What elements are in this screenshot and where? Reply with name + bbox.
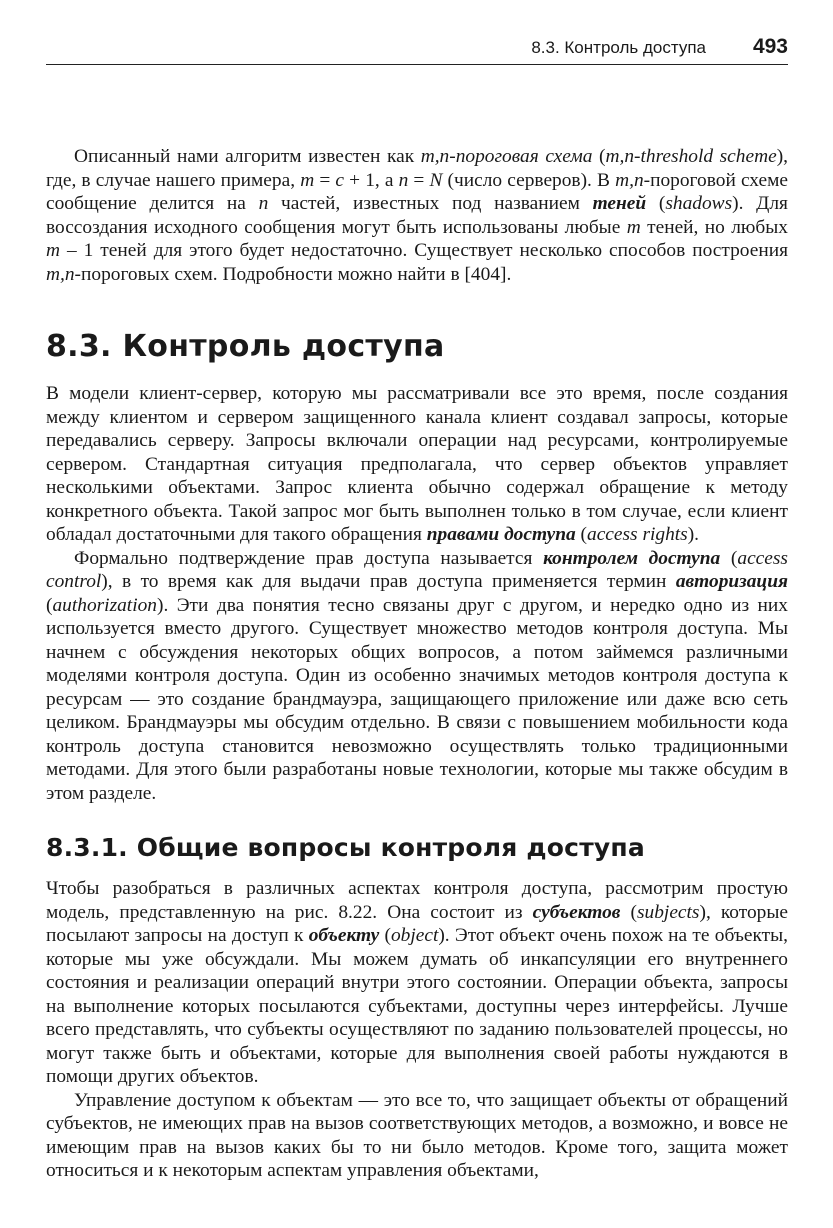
italic-variable: N xyxy=(429,169,443,191)
italic-variable: m,n xyxy=(615,169,644,191)
text-run: ( xyxy=(646,193,666,214)
text-run: = xyxy=(408,169,430,191)
text-run: ). Для воссоздания исходного сообщения могут быть использованы любые xyxy=(46,193,788,238)
subsection-heading: 8.3.1. Общие вопросы контроля доступа xyxy=(46,833,645,862)
text-run: ), в то время как для выдачи прав доступа применяется термин xyxy=(101,571,676,592)
text-run: ( xyxy=(575,524,587,545)
bold-italic-term: авторизация xyxy=(675,571,788,592)
header-section-title: 8.3. Контроль доступа xyxy=(531,38,706,57)
italic-term: access rights xyxy=(587,524,688,545)
text-run: = xyxy=(314,169,336,191)
italic-term: access control xyxy=(46,547,788,592)
text-run: ). Эти два понятия тесно связаны друг с другом, и нередко одно из них используется вместо другого. Существует множество методов контроля доступа. Мы начнем с обсуждения некоторых общих вопросов, а потом займемся различными моделями контроля доступа. Один из особенно значимых методов контроля доступа к ресурсам — это создание брандмауэра, защищающего приложение или даже всю сеть целиком. Брандмауэры мы обсудим отдельно. В связи с повышением мобильности кода контроль доступа становится невозможно осуществлять только традиционными методами. Для этого были разработаны новые технологии, которые мы также обсудим в этом разделе. xyxy=(46,594,788,804)
book-page xyxy=(46,34,788,1183)
italic-term: m,n-threshold scheme xyxy=(605,146,777,167)
page-number: 493 xyxy=(752,35,788,58)
italic-variable: m xyxy=(626,216,641,238)
text-run: ( xyxy=(620,901,637,923)
bold-italic-term: правами доступа xyxy=(426,524,576,545)
italic-term: subjects xyxy=(637,901,700,923)
text-run: + 1, а xyxy=(344,169,399,191)
text-run: В модели клиент-сервер, которую мы рассматривали все это время, после создания между клиентом и сервером защищенного канала клиент создавал запросы, которые передавались серверу. Запросы включали операции над ресурсами, контролируемые сервером. Стандартная ситуация предполагала, что сервер объектов управляет несколькими объектами. Запрос клиента обычно содержал обращение к методу конкретного объекта. Такой запрос мог быть выполнен только в том случае, если клиент обладал достаточными для такого обращения xyxy=(46,383,788,545)
text-run: ( xyxy=(592,146,606,167)
text-run: ). Этот объект очень похож на те объекты, которые мы уже обсуждали. Мы можем думать об инкапсуляции его внутреннего состояния и реализации операций внутри этого состоянии. Операции объекта, запросы на выполнение которых посылаются субъектами, доступны через интерфейсы. Лучше всего представлять, что субъекты осуществляют по заданию пользователей процессы, но могут также быть и объектами, которые для выполнения своей работы нуждаются в помощи других объектов. xyxy=(46,925,788,1087)
paragraph-model xyxy=(46,877,788,1089)
italic-term: m,n-пороговая схема xyxy=(420,146,593,167)
text-run: ), где, в случае нашего примера, xyxy=(46,146,789,191)
text-run: Описанный нами алгоритм известен как xyxy=(74,146,421,167)
running-header xyxy=(46,34,788,65)
paragraph-intro xyxy=(46,145,788,286)
text-run: Управление доступом к объектам — это все то, что защищает объекты от обращений субъектов, не имеющих прав на вызов соответствующих методов, а возможно, и вовсе не имеющим прав на вызов каких бы то ни было методов. Кроме того, защита может относиться и к некоторым аспектам управления объектами, xyxy=(46,1089,788,1181)
bold-italic-term: объекту xyxy=(308,925,380,946)
italic-term: object xyxy=(390,925,439,946)
text-run: -пороговых схем. Подробности можно найти в [404]. xyxy=(74,263,512,285)
paragraph-client-server xyxy=(46,382,788,547)
text-run: ), которые посылают запросы на доступ к xyxy=(46,901,788,946)
text-run: Чтобы разобраться в различных аспектах контроля доступа, рассмотрим простую модель, представленную на рис. 8.22. Она состоит из xyxy=(46,878,788,923)
section-heading: 8.3. Контроль доступа xyxy=(46,329,445,364)
italic-term: authorization xyxy=(52,594,157,616)
text-run: теней, но любых xyxy=(640,216,789,238)
page-body xyxy=(46,145,788,1183)
text-run: ( xyxy=(720,547,738,569)
text-run: -пороговой схеме сообщение делится на xyxy=(46,169,788,214)
italic-term: shadows xyxy=(665,193,733,214)
text-run: ( xyxy=(379,925,391,946)
bold-italic-term: теней xyxy=(592,193,647,214)
italic-variable: m xyxy=(46,240,61,261)
text-run: (число серверов). В xyxy=(442,169,616,191)
text-run: частей, известных под названием xyxy=(268,193,593,214)
text-run: – 1 теней для этого будет недостаточно. Существует несколько способов построения xyxy=(60,240,788,261)
text-run: ). xyxy=(687,524,700,545)
italic-variable: m xyxy=(300,169,315,191)
italic-variable: c xyxy=(335,169,345,191)
bold-italic-term: субъектов xyxy=(532,901,621,923)
italic-variable: m,n xyxy=(46,263,75,285)
bold-italic-term: контролем доступа xyxy=(543,547,721,569)
text-run: ( xyxy=(46,594,53,616)
paragraph-access-control xyxy=(46,547,788,806)
paragraph-management xyxy=(46,1089,788,1183)
text-run: Формально подтверждение прав доступа называется xyxy=(74,547,544,569)
italic-variable: n xyxy=(258,193,269,214)
italic-variable: n xyxy=(398,169,409,191)
